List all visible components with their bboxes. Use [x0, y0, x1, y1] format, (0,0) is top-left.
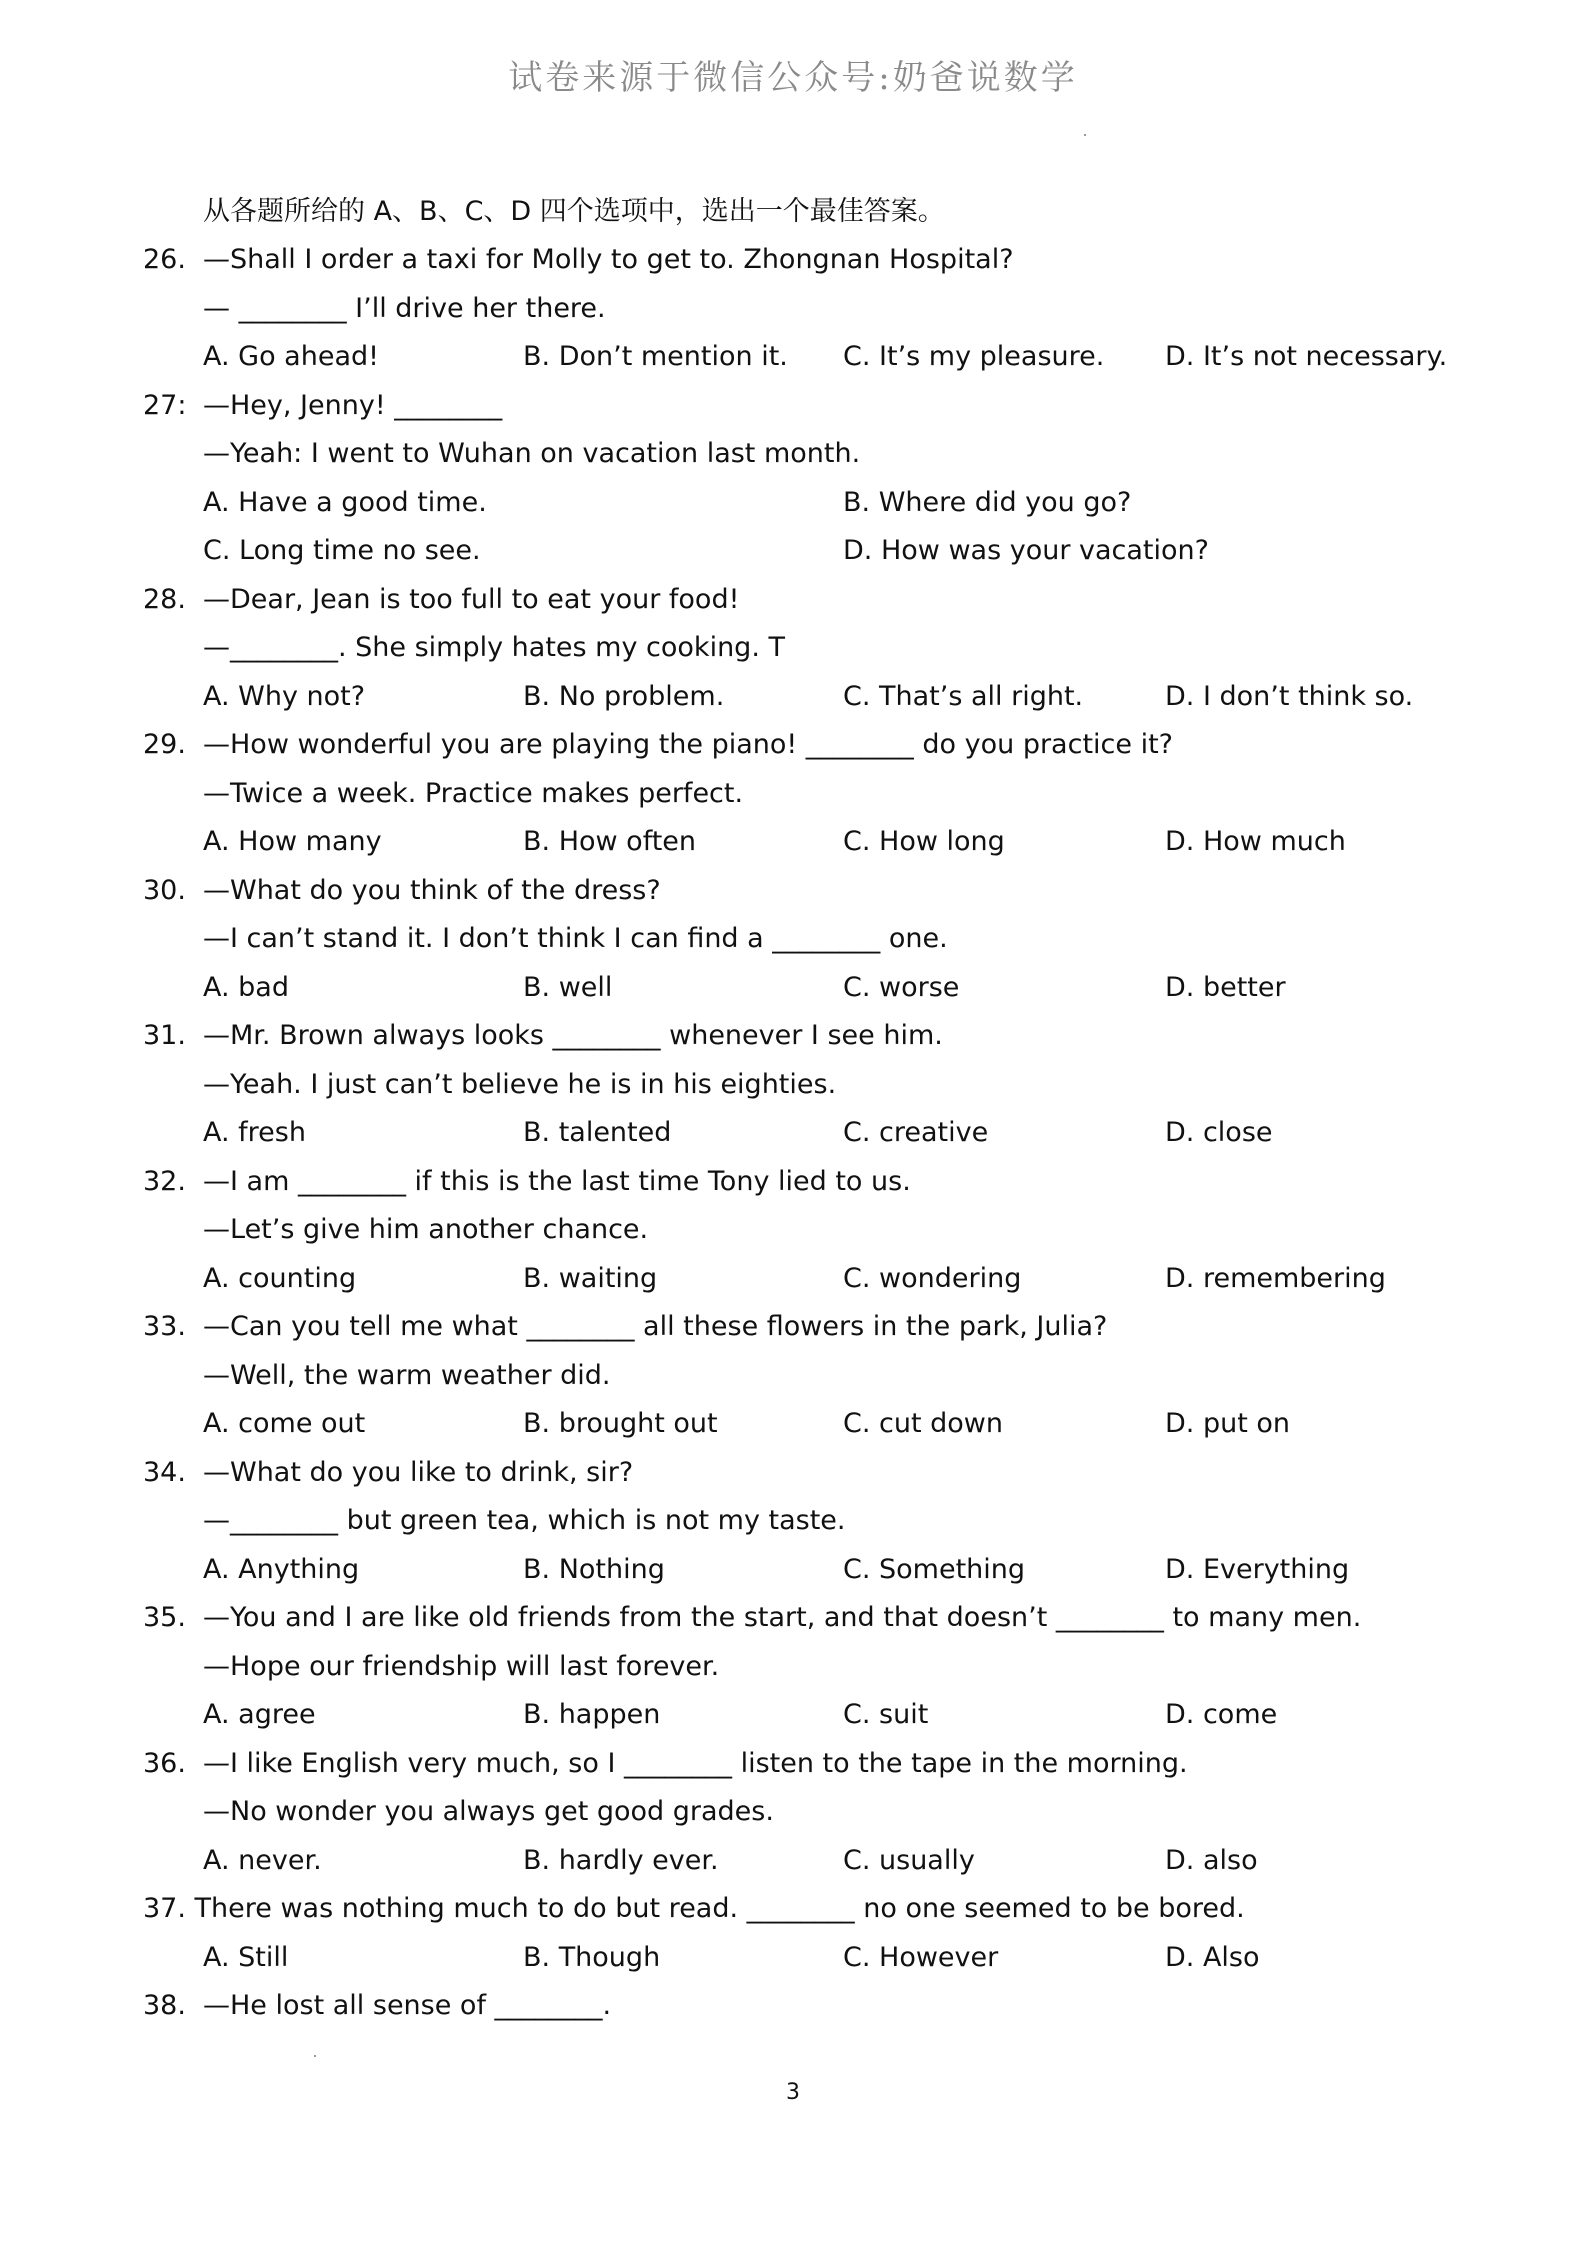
question-33-options	[143, 1400, 1463, 1449]
question-31-line-1	[143, 1012, 1463, 1061]
option-a: A. come out	[203, 1408, 366, 1439]
question-26-line-2	[143, 285, 1463, 334]
option-a: A. never.	[203, 1844, 322, 1876]
option-b: B. Where did you go?	[843, 486, 1132, 518]
scan-speck	[314, 2055, 316, 2057]
question-number: 28.	[143, 583, 186, 615]
question-number: 34.	[143, 1456, 186, 1488]
question-30-line-2	[143, 915, 1463, 964]
question-number: 31.	[143, 1020, 186, 1051]
question-31-line-2	[143, 1061, 1463, 1110]
question-36-options	[143, 1837, 1463, 1886]
option-b: B. waiting	[523, 1262, 658, 1294]
option-c: C. cut down	[843, 1408, 1003, 1439]
option-b: B. No problem.	[523, 680, 725, 712]
option-c: C. Long time no see.	[203, 535, 481, 566]
question-27-options-row-1	[143, 479, 1463, 528]
option-d: D. better	[1165, 971, 1286, 1003]
instructions: 从各题所给的 A、B、C、D 四个选项中，选出一个最佳答案。	[203, 196, 945, 227]
option-d: D. How was your vacation?	[843, 535, 1209, 566]
question-29-line-1	[143, 721, 1463, 770]
question-26-options	[143, 333, 1463, 382]
question-response: —________. She simply hates my cooking. T	[203, 632, 785, 663]
question-response: —Hope our friendship will last forever.	[203, 1650, 720, 1682]
question-stem: —Shall I order a taxi for Molly to get to. Zhongnan Hospital?	[203, 244, 1014, 275]
question-response: —________ but green tea, which is not my taste.	[203, 1505, 846, 1536]
option-d: D. Everything	[1165, 1553, 1350, 1585]
question-number: 26.	[143, 244, 186, 275]
option-c: C. That’s all right.	[843, 680, 1084, 712]
option-a: A. agree	[203, 1699, 316, 1730]
question-28-options	[143, 673, 1463, 722]
question-28-line-2	[143, 624, 1463, 673]
option-b: B. Don’t mention it.	[523, 341, 788, 372]
question-33-line-1	[143, 1303, 1463, 1352]
option-a: A. How many	[203, 826, 382, 857]
question-26-line-1	[143, 236, 1463, 285]
question-33-line-2	[143, 1352, 1463, 1401]
option-c: C. However	[843, 1941, 999, 1973]
option-d: D. I don’t think so.	[1165, 680, 1414, 712]
question-31-options	[143, 1109, 1463, 1158]
option-d: D. How much	[1165, 826, 1346, 857]
question-29-line-2	[143, 770, 1463, 819]
question-stem: —You and I are like old friends from the start, and that doesn’t ________ to many men.	[203, 1602, 1362, 1633]
option-c: C. creative	[843, 1117, 989, 1148]
option-d: D. put on	[1165, 1408, 1291, 1439]
question-36-line-2	[143, 1788, 1463, 1837]
question-number: 36.	[143, 1747, 186, 1779]
question-number: 38.	[143, 1990, 186, 2021]
option-b: B. hardly ever.	[523, 1844, 719, 1876]
question-32-options	[143, 1255, 1463, 1304]
question-30-line-1	[143, 867, 1463, 916]
option-c: C. Something	[843, 1553, 1026, 1585]
question-stem: —Dear, Jean is too full to eat your food!	[203, 583, 740, 615]
question-stem: 37. There was nothing much to do but read. ________ no one seemed to be bored.	[143, 1893, 1245, 1924]
question-stem: —What do you like to drink, sir?	[203, 1456, 634, 1488]
option-b: B. well	[523, 971, 613, 1003]
question-38-line-1	[143, 1982, 1463, 2031]
question-37-line-1	[143, 1885, 1463, 1934]
option-c: C. usually	[843, 1844, 975, 1876]
question-response: —No wonder you always get good grades.	[203, 1796, 774, 1827]
question-response: — ________ I’ll drive her there.	[203, 292, 606, 324]
question-27-options-row-2	[143, 527, 1463, 576]
option-a: A. fresh	[203, 1117, 306, 1148]
option-b: B. brought out	[523, 1408, 718, 1439]
question-36-line-1	[143, 1740, 1463, 1789]
question-stem: —What do you think of the dress?	[203, 874, 661, 906]
question-stem: —Hey, Jenny! ________	[203, 389, 503, 421]
option-a: A. Still	[203, 1941, 289, 1973]
option-a: A. counting	[203, 1262, 357, 1294]
option-b: B. Though	[523, 1941, 661, 1973]
option-d: D. also	[1165, 1844, 1258, 1876]
question-number: 33.	[143, 1311, 186, 1342]
question-stem: —I am ________ if this is the last time Tony lied to us.	[203, 1165, 911, 1197]
question-number: 27:	[143, 389, 187, 421]
scan-speck	[1084, 134, 1086, 136]
question-number: 35.	[143, 1602, 186, 1633]
option-b: B. happen	[523, 1699, 661, 1730]
option-a: A. Anything	[203, 1553, 360, 1585]
question-response: —Well, the warm weather did.	[203, 1359, 611, 1391]
question-response: —Yeah. I just can’t believe he is in his eighties.	[203, 1068, 837, 1100]
question-27-line-2	[143, 430, 1463, 479]
option-a: A. Have a good time.	[203, 486, 487, 518]
option-b: B. talented	[523, 1117, 672, 1148]
question-32-line-1	[143, 1158, 1463, 1207]
question-32-line-2	[143, 1206, 1463, 1255]
option-c: C. worse	[843, 971, 960, 1003]
question-29-options	[143, 818, 1463, 867]
question-number: 29.	[143, 729, 186, 760]
page-number: 3	[786, 2080, 800, 2105]
question-response: —Let’s give him another chance.	[203, 1214, 649, 1245]
option-d: D. come	[1165, 1699, 1278, 1730]
question-stem: —Mr. Brown always looks ________ whenever I see him.	[203, 1020, 943, 1051]
question-34-options	[143, 1546, 1463, 1595]
question-stem: —I like English very much, so I ________ listen to the tape in the morning.	[203, 1747, 1188, 1779]
question-list	[143, 188, 1463, 2031]
question-34-line-1	[143, 1449, 1463, 1498]
option-a: A. Why not?	[203, 680, 366, 712]
option-c: C. How long	[843, 826, 1005, 857]
question-number: 32.	[143, 1165, 186, 1197]
option-b: B. Nothing	[523, 1553, 665, 1585]
option-a: A. Go ahead!	[203, 341, 379, 372]
option-c: C. suit	[843, 1699, 929, 1730]
option-d: D. close	[1165, 1117, 1273, 1148]
question-stem: —He lost all sense of ________.	[203, 1990, 612, 2021]
question-number: 30.	[143, 874, 186, 906]
option-a: A. bad	[203, 971, 289, 1003]
question-stem: —Can you tell me what ________ all these flowers in the park, Julia?	[203, 1311, 1108, 1342]
question-35-options	[143, 1691, 1463, 1740]
option-c: C. wondering	[843, 1262, 1022, 1294]
question-response: —Yeah: I went to Wuhan on vacation last month.	[203, 438, 861, 469]
question-35-line-1	[143, 1594, 1463, 1643]
question-35-line-2	[143, 1643, 1463, 1692]
option-b: B. How often	[523, 826, 697, 857]
question-30-options	[143, 964, 1463, 1013]
option-d: D. remembering	[1165, 1262, 1386, 1294]
question-stem: —How wonderful you are playing the piano! ________ do you practice it?	[203, 729, 1173, 760]
question-response: —Twice a week. Practice makes perfect.	[203, 777, 744, 809]
option-d: D. Also	[1165, 1941, 1260, 1973]
option-c: C. It’s my pleasure.	[843, 341, 1105, 372]
question-28-line-1	[143, 576, 1463, 625]
watermark-header: 试卷来源于微信公众号:奶爸说数学	[508, 58, 1078, 98]
question-response: —I can’t stand it. I don’t think I can find a ________ one.	[203, 923, 948, 954]
question-27-line-1	[143, 382, 1463, 431]
option-d: D. It’s not necessary.	[1165, 341, 1448, 372]
question-34-line-2	[143, 1497, 1463, 1546]
question-37-options	[143, 1934, 1463, 1983]
